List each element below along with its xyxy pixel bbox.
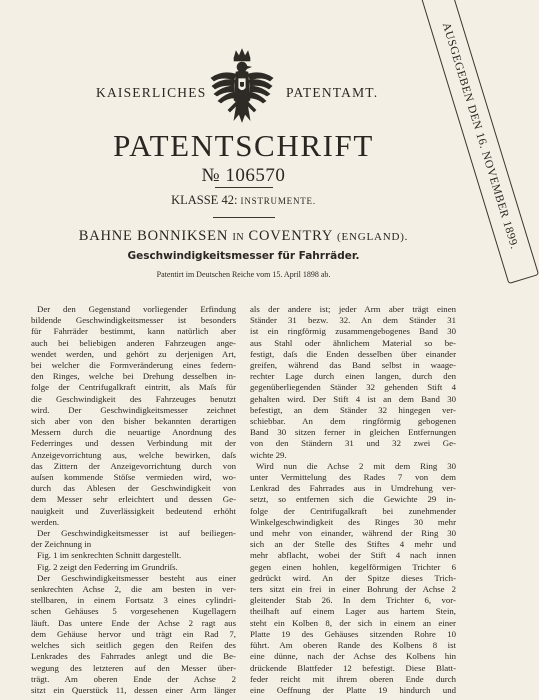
imperial-eagle-icon bbox=[208, 48, 276, 128]
text-line: sitzt ein Querstück 11, dessen einer Arm länger bbox=[31, 684, 236, 695]
header-left: KAISERLICHES bbox=[96, 85, 207, 100]
text-line: aus Stahl oder ähnlichem Material so be- bbox=[250, 337, 456, 348]
text-line: Platte 19 des Gehäuses sitzenden Rohre 10 bbox=[250, 628, 456, 639]
header-right: PATENTAMT. bbox=[286, 85, 379, 100]
document-title: PATENTSCHRIFT bbox=[113, 128, 374, 163]
text-line: Winkelgeschwindigkeit des Ringes 30 mehr bbox=[250, 516, 456, 527]
text-line: der Zeichnung in bbox=[31, 539, 92, 550]
inventor-city: COVENTRY bbox=[248, 228, 333, 244]
text-line: gegenüberliegenden Ständer 32 gehenden Stift 4 bbox=[250, 382, 456, 393]
text-line: drückende Blattfeder 12 befestigt. Diese Blatt- bbox=[250, 662, 456, 673]
text-line: setzt, so entfernen sich die Gewichte 29 in- bbox=[250, 494, 456, 505]
text-line: Wird nun die Achse 2 mit dem Ring 30 bbox=[256, 460, 456, 471]
patent-class bbox=[0, 193, 487, 208]
text-line: wegung des letzteren auf den Messer über- bbox=[31, 662, 236, 673]
class-label: KLASSE 42: bbox=[171, 193, 238, 207]
body-column-right bbox=[250, 304, 456, 696]
text-line: rechter Lage durch einen langen, durch den bbox=[250, 371, 456, 382]
text-line: folge der Centrifugalkraft bei zunehmender bbox=[250, 505, 456, 516]
divider bbox=[215, 187, 273, 188]
text-line: auch bei beliebigen anderen Fahrzeugen ange- bbox=[31, 337, 236, 348]
text-line: steht ein Kolben 8, der sich in einem an einer bbox=[250, 617, 456, 628]
invention-title: Geschwindigkeitsmesser für Fahrräder. bbox=[127, 250, 360, 262]
text-line: Messern durch die neuartige Anordnung des bbox=[31, 427, 236, 438]
text-line: werden. bbox=[31, 516, 60, 527]
inventor-line bbox=[0, 228, 487, 245]
text-line: ters sitzt ein frei in einer Bohrung der Achse 2 bbox=[250, 584, 456, 595]
inventor-name: BAHNE BONNIKSEN bbox=[78, 228, 229, 244]
text-line: nauigkeit und Zuverlässigkeit bedeutend erhöht bbox=[31, 505, 236, 516]
text-line: theilhaft auf einem Lager aus hartem Stein, bbox=[250, 606, 456, 617]
text-line: eine dünne, nach der Achse des Kolbens hin bbox=[250, 651, 456, 662]
text-line: schen Gehäuses 5 vorgesehenen Kugellagern bbox=[31, 606, 236, 617]
text-line: mehr abflacht, wobei der Stift 4 nach innen bbox=[250, 550, 456, 561]
text-line: schiebbar. An dem ringförmig gebogenen bbox=[250, 416, 456, 427]
text-line: den Ringes, welche bei Drehung desselben in- bbox=[31, 371, 236, 382]
text-line: festigt, daſs die Enden desselben über einander bbox=[250, 348, 456, 359]
text-line: senkrechten Achse 2, die am besten in ver- bbox=[31, 584, 236, 595]
text-line: Der den Gegenstand vorliegender Erfindung bbox=[37, 304, 236, 314]
text-line: dem Gehäuse hervor und trägt ein Rad 7, bbox=[31, 628, 236, 639]
text-line: feder reicht mit ihrem oberen Ende durch bbox=[250, 673, 456, 684]
text-line: trägt. Am oberen Ende der Achse 2 bbox=[31, 673, 236, 684]
text-line: führt. Am oberen Rande des Kolbens 8 ist bbox=[250, 640, 456, 651]
text-line: Band 30 sitzen ferner in gleichen Entfernungen bbox=[250, 427, 456, 438]
text-line: für Fahrräder bestimmt, kann natürlich aber bbox=[31, 326, 236, 337]
text-line: gehalten wird. Der Stift 4 ist an dem Band 30 bbox=[250, 393, 456, 404]
text-line: sich an der Stelle des Stiftes 4 mehr und bbox=[250, 539, 456, 550]
text-line: wird. Der Geschwindigkeitsmesser zeichnet bbox=[31, 404, 236, 415]
text-line: bildende Geschwindigkeitsmesser ist besonders bbox=[31, 315, 236, 326]
text-line: Lenkrad des Fahrrades aus in Umdrehung ver- bbox=[250, 483, 456, 494]
class-category: INSTRUMENTE. bbox=[240, 196, 316, 206]
text-line: Lenkrades des Fahrrades anlegt und die Be- bbox=[31, 651, 236, 662]
text-line: als der andere ist; jeder Arm aber trägt einen bbox=[250, 304, 456, 314]
text-line: ist ein ringförmig zusammengebogenes Band 30 bbox=[250, 326, 456, 337]
text-line: gedrückt wird. An der Spitze dieses Trich- bbox=[250, 572, 456, 583]
text-line: bei welcher die Formveränderung eines federn- bbox=[31, 360, 236, 371]
text-line: sich aber von den bisher bekannten derartigen bbox=[31, 416, 236, 427]
text-line: stellbaren, in einem Fortsatz 3 eines cylindri- bbox=[31, 595, 236, 606]
text-line: Anzeigevorrichtung aus, welche bewirken, daſs bbox=[31, 449, 236, 460]
text-line: die Geschwindigkeit des Fahrzeuges benutzt bbox=[31, 393, 236, 404]
text-line: auſsen kommende Stöſse vermieden wird, wo- bbox=[31, 472, 236, 483]
issue-date-stamp: AUSGEGEBEN DEN 16. NOVEMBER 1899. bbox=[421, 0, 539, 284]
text-line: dem Messer sehr erleichtert und dessen Ge- bbox=[31, 494, 236, 505]
text-line: greifen, während das Band selbst in waage- bbox=[250, 360, 456, 371]
text-line: wendet werden, und gehört zu derjenigen Art, bbox=[31, 348, 236, 359]
text-line: von den Ständern 31 und 32 zwei Ge- bbox=[250, 438, 456, 449]
text-line: wichte 29. bbox=[250, 449, 287, 460]
text-line: eine Oeffnung der Platte 19 hindurch und bbox=[250, 684, 456, 695]
inventor-country: (ENGLAND). bbox=[337, 231, 409, 243]
text-line: Federringes und dessen Verbindung mit der bbox=[31, 438, 236, 449]
text-line: Der Geschwindigkeitsmesser besteht aus einer bbox=[37, 572, 236, 583]
patent-date: Patentirt im Deutschen Reiche vom 15. April 1898 ab. bbox=[156, 270, 331, 279]
text-line: Der Geschwindigkeitsmesser ist auf beiliegen- bbox=[37, 528, 236, 539]
text-line: befestigt, an dem Ständer 32 hingegen ver- bbox=[250, 404, 456, 415]
text-line: durch das Ablesen der Geschwindigkeit von bbox=[31, 483, 236, 494]
text-line: unter Vermittelung des Rades 7 von dem bbox=[250, 472, 456, 483]
text-line: Fig. 1 im senkrechten Schnitt dargestellt. bbox=[37, 550, 182, 561]
text-line: und mehr von einander, während der Ring 30 bbox=[250, 528, 456, 539]
divider bbox=[213, 217, 275, 218]
text-line: welches sich seitlich gegen den Reifen des bbox=[31, 640, 236, 651]
text-line: das Zittern der Anzeigevorrichtung durch von bbox=[31, 460, 236, 471]
text-line: Ständer 31 bezw. 32. An dem Ständer 31 bbox=[250, 315, 456, 326]
patent-number: № 106570 bbox=[201, 165, 286, 186]
body-column-left bbox=[31, 304, 236, 696]
text-line: gleitender Stab 26. In dem Trichter 6, vor- bbox=[250, 595, 456, 606]
inventor-in: IN bbox=[232, 232, 245, 243]
text-line: folge der Centrifugalkraft eintritt, als Maſs für bbox=[31, 382, 236, 393]
text-line: gegen einen hohlen, kegelförmigen Trichter 6 bbox=[250, 561, 456, 572]
text-line: Fig. 2 zeigt den Federring im Grundriſs. bbox=[37, 561, 178, 572]
text-line: läuft. Das untere Ende der Achse 2 ragt aus bbox=[31, 617, 236, 628]
